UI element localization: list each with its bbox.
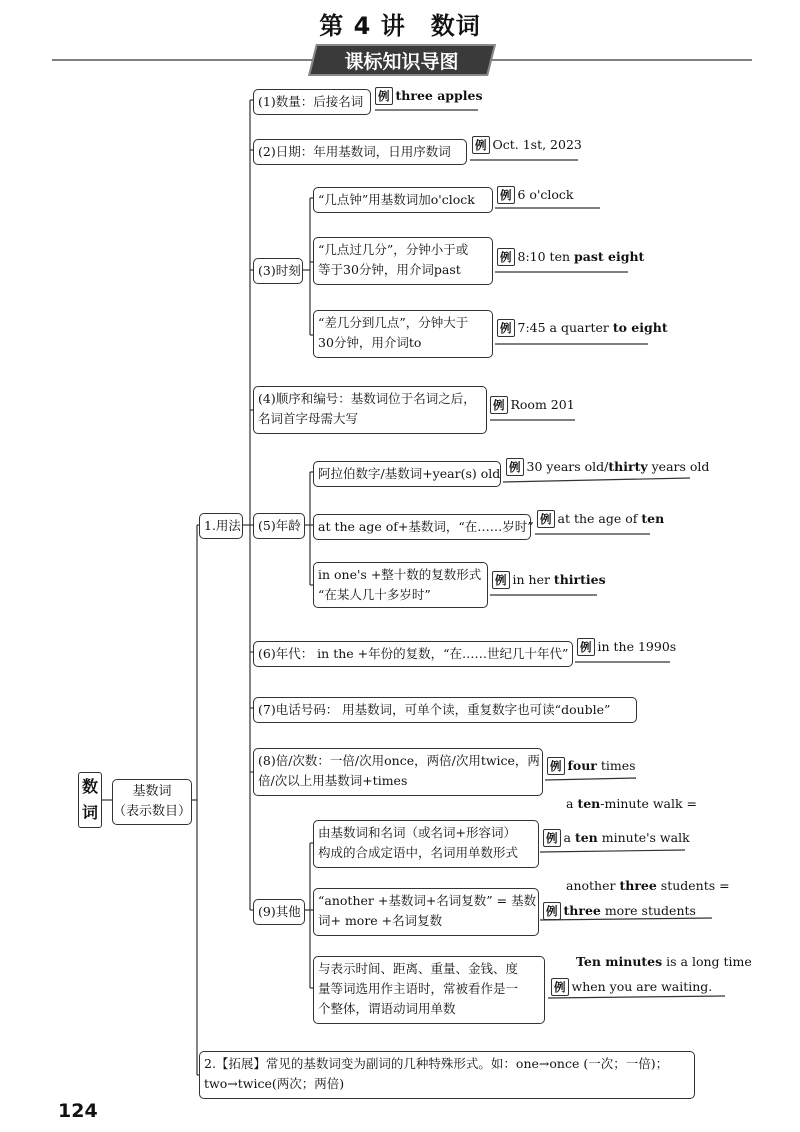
root-char-1: 数: [81, 777, 98, 796]
example-badge: 例: [497, 186, 515, 204]
example-badge: 例: [551, 978, 569, 996]
example-badge: 例: [492, 571, 510, 589]
section-banner-text: 课标知识导图: [344, 51, 459, 73]
example-quantity: 例 three apples: [375, 86, 483, 106]
age-years-old: 阿拉伯数字/基数词+year(s) old: [313, 461, 501, 487]
section-banner: [308, 44, 496, 76]
note-singular-subject: Ten minutes is a long time: [576, 954, 752, 969]
example-badge: 例: [577, 638, 595, 656]
extension-note: 2.【拓展】常见的基数词变为副词的几种特殊形式。如：one→once (一次；一倍)； two→twice(两次；两倍): [199, 1051, 695, 1099]
item-phone-number: (7)电话号码： 用基数词，可单个读，重复数字也可读“double”: [253, 697, 637, 723]
note-compound-attributive: a ten-minute walk =: [566, 796, 698, 811]
item-decade: (6)年代： in the +年份的复数，“在……世纪几十年代”: [253, 641, 573, 667]
example-compound-attributive: 例 a ten minute's walk: [543, 828, 690, 848]
example-in-ones-decade: 例 in her thirties: [492, 570, 606, 590]
example-to: 例 7:45 a quarter to eight: [497, 318, 668, 338]
item-time: (3)时刻: [253, 258, 303, 284]
time-to: “差几分到几点”，分钟大于 30分钟，用介词to: [313, 310, 493, 358]
example-badge: 例: [472, 136, 490, 154]
example-badge: 例: [497, 248, 515, 266]
example-decade: 例 in the 1990s: [577, 637, 676, 657]
example-times: 例 four times: [547, 756, 636, 776]
cardinal-title: 基数词: [132, 784, 172, 799]
page-number: 124: [58, 1100, 98, 1122]
root-char-2: 词: [81, 803, 98, 822]
item-other: (9)其他: [253, 899, 305, 925]
age-in-ones-decade: in one's +整十数的复数形式 “在某人几十多岁时”: [313, 562, 488, 608]
time-oclock: “几点钟”用基数词加o'clock: [313, 187, 493, 213]
example-years-old: 例 30 years old/thirty years old: [506, 457, 709, 477]
time-past: “几点过几分”，分钟小于或 等于30分钟，用介词past: [313, 237, 493, 285]
age-at-the-age-of: at the age of+基数词，“在……岁时”: [313, 514, 531, 540]
item-times: (8)倍/次数：一倍/次用once，两倍/次用twice，两 倍/次以上用基数词+times: [253, 748, 543, 796]
item-quantity: (1)数量：后接名词: [253, 89, 371, 115]
note-another-number: another three students =: [566, 878, 730, 893]
item-date: (2)日期：年用基数词，日用序数词: [253, 139, 467, 165]
example-badge: 例: [506, 458, 524, 476]
usage-node: 1.用法: [199, 513, 243, 539]
example-date: 例 Oct. 1st, 2023: [472, 135, 582, 155]
example-order-number: 例 Room 201: [490, 395, 575, 415]
example-badge: 例: [537, 510, 555, 528]
example-past: 例 8:10 ten past eight: [497, 247, 644, 267]
cardinal-node: [112, 779, 192, 825]
example-at-the-age-of: 例 at the age of ten: [537, 509, 664, 529]
other-another-number: “another +基数词+名词复数” = 基数 词+ more +名词复数: [313, 888, 539, 936]
example-singular-subject: 例 when you are waiting.: [551, 977, 712, 997]
example-badge: 例: [543, 902, 561, 920]
example-oclock: 例 6 o'clock: [497, 185, 574, 205]
cardinal-subtitle: （表示数目）: [113, 804, 192, 819]
page-title: 第 4 讲 数词: [319, 12, 481, 40]
example-badge: 例: [547, 757, 565, 775]
other-singular-subject: 与表示时间、距离、重量、金钱、度 量等词选用作主语时，常被看作是一 个整体，谓语动词用单数: [313, 956, 545, 1024]
other-compound-attributive: 由基数词和名词（或名词+形容词） 构成的合成定语中，名词用单数形式: [313, 820, 539, 868]
example-another-number: 例 three more students: [543, 901, 696, 921]
item-order-number: (4)顺序和编号：基数词位于名词之后， 名词首字母需大写: [253, 386, 487, 434]
example-badge: 例: [375, 87, 393, 105]
example-badge: 例: [543, 829, 561, 847]
example-badge: 例: [490, 396, 508, 414]
example-badge: 例: [497, 319, 515, 337]
item-age: (5)年龄: [253, 513, 305, 539]
root-node-shuci: [78, 772, 102, 828]
